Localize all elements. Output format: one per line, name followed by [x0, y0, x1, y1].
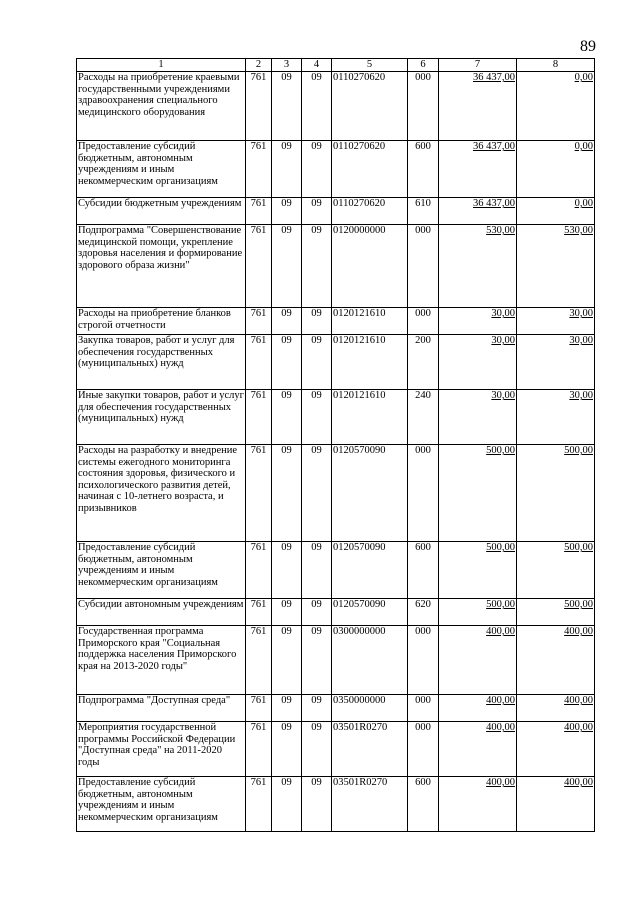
header-cell: 2 — [246, 59, 272, 72]
expense-name: Предоставление субсидий бюджетным, автономным учреждениям и иным некоммерческим организациям — [77, 777, 246, 832]
subsection-code: 09 — [302, 225, 332, 308]
amount-year-2: 0,00 — [517, 72, 595, 141]
expense-type-code: 000 — [408, 72, 439, 141]
amount-year-1: 500,00 — [439, 445, 517, 542]
amount-year-1: 30,00 — [439, 308, 517, 335]
expense-name: Расходы на приобретение бланков строгой отчетности — [77, 308, 246, 335]
amount-year-2: 400,00 — [517, 777, 595, 832]
table-row — [77, 335, 595, 390]
table-row — [77, 445, 595, 542]
amount-year-1: 400,00 — [439, 777, 517, 832]
header-cell: 4 — [302, 59, 332, 72]
amount-year-1: 400,00 — [439, 626, 517, 695]
table-row — [77, 225, 595, 308]
amount-year-2: 500,00 — [517, 599, 595, 626]
amount-year-2: 30,00 — [517, 308, 595, 335]
subsection-code: 09 — [302, 72, 332, 141]
expense-name: Подпрограмма "Доступная среда" — [77, 695, 246, 722]
table-row — [77, 308, 595, 335]
amount-year-2: 400,00 — [517, 722, 595, 777]
header-cell: 5 — [332, 59, 408, 72]
subsection-code: 09 — [302, 777, 332, 832]
ministry-code: 761 — [246, 225, 272, 308]
section-code: 09 — [272, 542, 302, 599]
expense-type-code: 000 — [408, 626, 439, 695]
amount-year-2: 530,00 — [517, 225, 595, 308]
header-cell: 3 — [272, 59, 302, 72]
section-code: 09 — [272, 72, 302, 141]
expense-name: Субсидии бюджетным учреждениям — [77, 198, 246, 225]
amount-year-1: 400,00 — [439, 695, 517, 722]
expense-name: Предоставление субсидий бюджетным, автономным учреждениям и иным некоммерческим организациям — [77, 141, 246, 198]
section-code: 09 — [272, 695, 302, 722]
expense-name: Иные закупки товаров, работ и услуг для обеспечения государственных (муниципальных) нужд — [77, 390, 246, 445]
ministry-code: 761 — [246, 626, 272, 695]
section-code: 09 — [272, 390, 302, 445]
expense-name: Субсидии автономным учреждениям — [77, 599, 246, 626]
target-article-code: 0120570090 — [332, 445, 408, 542]
expense-name: Мероприятия государственной программы Российской Федерации "Доступная среда" на 2011-2020 годы — [77, 722, 246, 777]
expense-type-code: 240 — [408, 390, 439, 445]
expense-name: Подпрограмма "Совершенствование медицинской помощи, укрепление здоровья населения и формирование здорового образа жизни" — [77, 225, 246, 308]
amount-year-1: 400,00 — [439, 722, 517, 777]
expense-name: Государственная программа Приморского края "Социальная поддержка населения Приморского края на 2013-2020 годы" — [77, 626, 246, 695]
amount-year-2: 30,00 — [517, 335, 595, 390]
amount-year-1: 36 437,00 — [439, 72, 517, 141]
amount-year-1: 500,00 — [439, 542, 517, 599]
section-code: 09 — [272, 141, 302, 198]
amount-year-2: 400,00 — [517, 626, 595, 695]
amount-year-2: 500,00 — [517, 542, 595, 599]
ministry-code: 761 — [246, 390, 272, 445]
subsection-code: 09 — [302, 390, 332, 445]
subsection-code: 09 — [302, 308, 332, 335]
target-article-code: 0120121610 — [332, 308, 408, 335]
expense-type-code: 000 — [408, 225, 439, 308]
amount-year-2: 30,00 — [517, 390, 595, 445]
header-cell: 6 — [408, 59, 439, 72]
target-article-code: 03501R0270 — [332, 722, 408, 777]
ministry-code: 761 — [246, 335, 272, 390]
expense-type-code: 600 — [408, 542, 439, 599]
amount-year-1: 30,00 — [439, 335, 517, 390]
target-article-code: 0110270620 — [332, 72, 408, 141]
expense-type-code: 600 — [408, 141, 439, 198]
table-row — [77, 722, 595, 777]
ministry-code: 761 — [246, 722, 272, 777]
amount-year-2: 0,00 — [517, 198, 595, 225]
target-article-code: 0110270620 — [332, 198, 408, 225]
expense-type-code: 620 — [408, 599, 439, 626]
target-article-code: 0120000000 — [332, 225, 408, 308]
ministry-code: 761 — [246, 695, 272, 722]
subsection-code: 09 — [302, 445, 332, 542]
header-cell: 1 — [77, 59, 246, 72]
ministry-code: 761 — [246, 198, 272, 225]
section-code: 09 — [272, 599, 302, 626]
expense-type-code: 200 — [408, 335, 439, 390]
subsection-code: 09 — [302, 695, 332, 722]
ministry-code: 761 — [246, 445, 272, 542]
target-article-code: 0120570090 — [332, 542, 408, 599]
table-row — [77, 777, 595, 832]
header-cell: 8 — [517, 59, 595, 72]
table-row — [77, 390, 595, 445]
ministry-code: 761 — [246, 308, 272, 335]
expense-name: Расходы на приобретение краевыми государственными учреждениями здравоохранения специального медицинского оборудования — [77, 72, 246, 141]
ministry-code: 761 — [246, 599, 272, 626]
expense-type-code: 000 — [408, 722, 439, 777]
amount-year-2: 500,00 — [517, 445, 595, 542]
target-article-code: 0110270620 — [332, 141, 408, 198]
expense-name: Расходы на разработку и внедрение системы ежегодного мониторинга состояния здоровья, физического и психологического развития детей, начиная с 10-летнего возраста, и призывников — [77, 445, 246, 542]
section-code: 09 — [272, 225, 302, 308]
amount-year-1: 36 437,00 — [439, 141, 517, 198]
target-article-code: 0120570090 — [332, 599, 408, 626]
amount-year-1: 36 437,00 — [439, 198, 517, 225]
expense-type-code: 000 — [408, 695, 439, 722]
subsection-code: 09 — [302, 335, 332, 390]
budget-table — [76, 58, 595, 832]
table-row — [77, 599, 595, 626]
expense-type-code: 610 — [408, 198, 439, 225]
expense-name: Предоставление субсидий бюджетным, автономным учреждениям и иным некоммерческим организациям — [77, 542, 246, 599]
subsection-code: 09 — [302, 626, 332, 695]
expense-type-code: 600 — [408, 777, 439, 832]
expense-name: Закупка товаров, работ и услуг для обеспечения государственных (муниципальных) нужд — [77, 335, 246, 390]
subsection-code: 09 — [302, 198, 332, 225]
ministry-code: 761 — [246, 72, 272, 141]
ministry-code: 761 — [246, 542, 272, 599]
table-row — [77, 695, 595, 722]
table-row — [77, 626, 595, 695]
amount-year-1: 530,00 — [439, 225, 517, 308]
subsection-code: 09 — [302, 722, 332, 777]
subsection-code: 09 — [302, 599, 332, 626]
subsection-code: 09 — [302, 141, 332, 198]
expense-type-code: 000 — [408, 445, 439, 542]
amount-year-1: 500,00 — [439, 599, 517, 626]
expense-type-code: 000 — [408, 308, 439, 335]
section-code: 09 — [272, 198, 302, 225]
target-article-code: 0350000000 — [332, 695, 408, 722]
section-code: 09 — [272, 626, 302, 695]
ministry-code: 761 — [246, 777, 272, 832]
subsection-code: 09 — [302, 542, 332, 599]
amount-year-1: 30,00 — [439, 390, 517, 445]
section-code: 09 — [272, 308, 302, 335]
target-article-code: 0120121610 — [332, 335, 408, 390]
section-code: 09 — [272, 722, 302, 777]
table-row — [77, 542, 595, 599]
target-article-code: 0300000000 — [332, 626, 408, 695]
amount-year-2: 0,00 — [517, 141, 595, 198]
ministry-code: 761 — [246, 141, 272, 198]
target-article-code: 0120121610 — [332, 390, 408, 445]
table-row — [77, 141, 595, 198]
section-code: 09 — [272, 777, 302, 832]
section-code: 09 — [272, 335, 302, 390]
table-row — [77, 72, 595, 141]
target-article-code: 03501R0270 — [332, 777, 408, 832]
header-cell: 7 — [439, 59, 517, 72]
table-row — [77, 198, 595, 225]
page-number: 89 — [580, 38, 596, 55]
section-code: 09 — [272, 445, 302, 542]
amount-year-2: 400,00 — [517, 695, 595, 722]
header-row — [77, 59, 595, 72]
